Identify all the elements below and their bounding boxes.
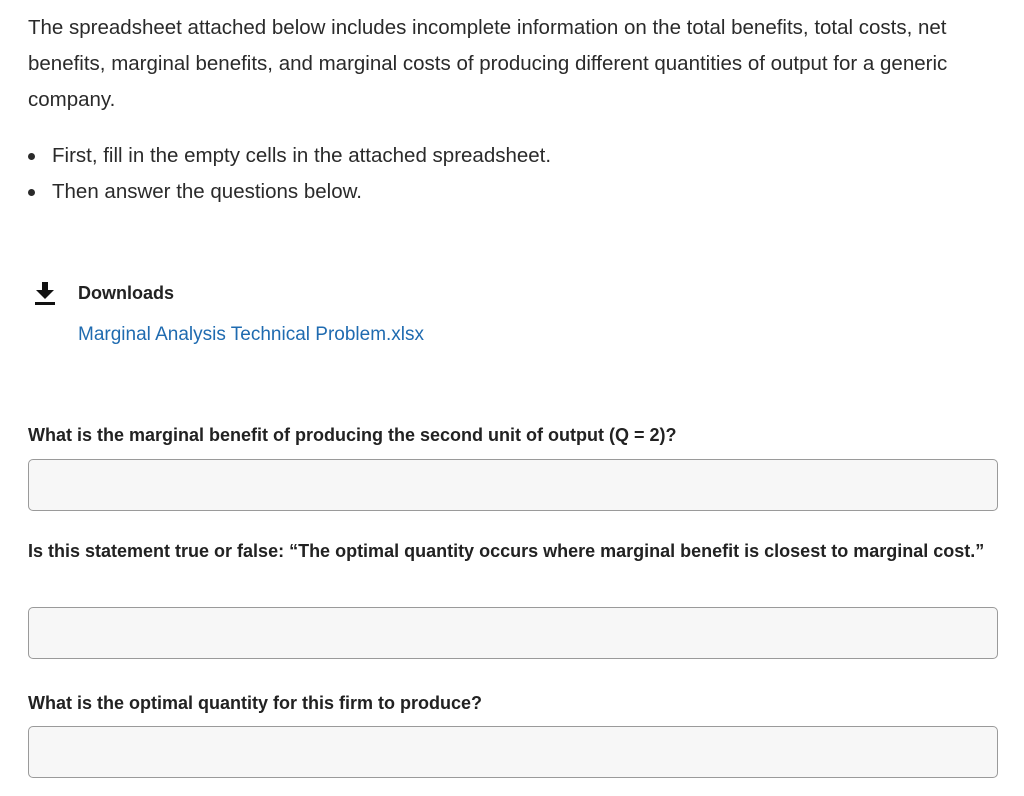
bullet-icon xyxy=(28,153,35,160)
instruction-item xyxy=(28,174,998,210)
instruction-list xyxy=(28,138,998,210)
question-2-text: Is this statement true or false: “The optimal quantity occurs where marginal benefit is closest to marginal cost.” xyxy=(28,541,985,561)
question-3-text: What is the optimal quantity for this firm to produce? xyxy=(28,693,482,713)
question-2-answer-input[interactable] xyxy=(28,607,998,659)
question-1-answer-input[interactable] xyxy=(28,459,998,511)
question-1-text: What is the marginal benefit of producing the second unit of output (Q = 2)? xyxy=(28,425,677,445)
downloads-heading: Downloads xyxy=(78,283,175,303)
problem-intro-text: The spreadsheet attached below includes incomplete information on the total benefits, total costs, net benefits, marginal benefits, and marginal costs of producing different quantities of output for a generic company. xyxy=(28,16,948,111)
instruction-text: First, fill in the empty cells in the attached spreadsheet. xyxy=(52,144,552,167)
downloads-section xyxy=(28,280,998,350)
bullet-icon xyxy=(28,189,35,196)
download-icon xyxy=(34,282,56,306)
instruction-item xyxy=(28,138,998,174)
question-3-answer-input[interactable] xyxy=(28,726,998,778)
instruction-text: Then answer the questions below. xyxy=(52,180,362,203)
spreadsheet-download-link[interactable]: Marginal Analysis Technical Problem.xlsx xyxy=(78,324,425,345)
problem-content xyxy=(28,10,998,350)
